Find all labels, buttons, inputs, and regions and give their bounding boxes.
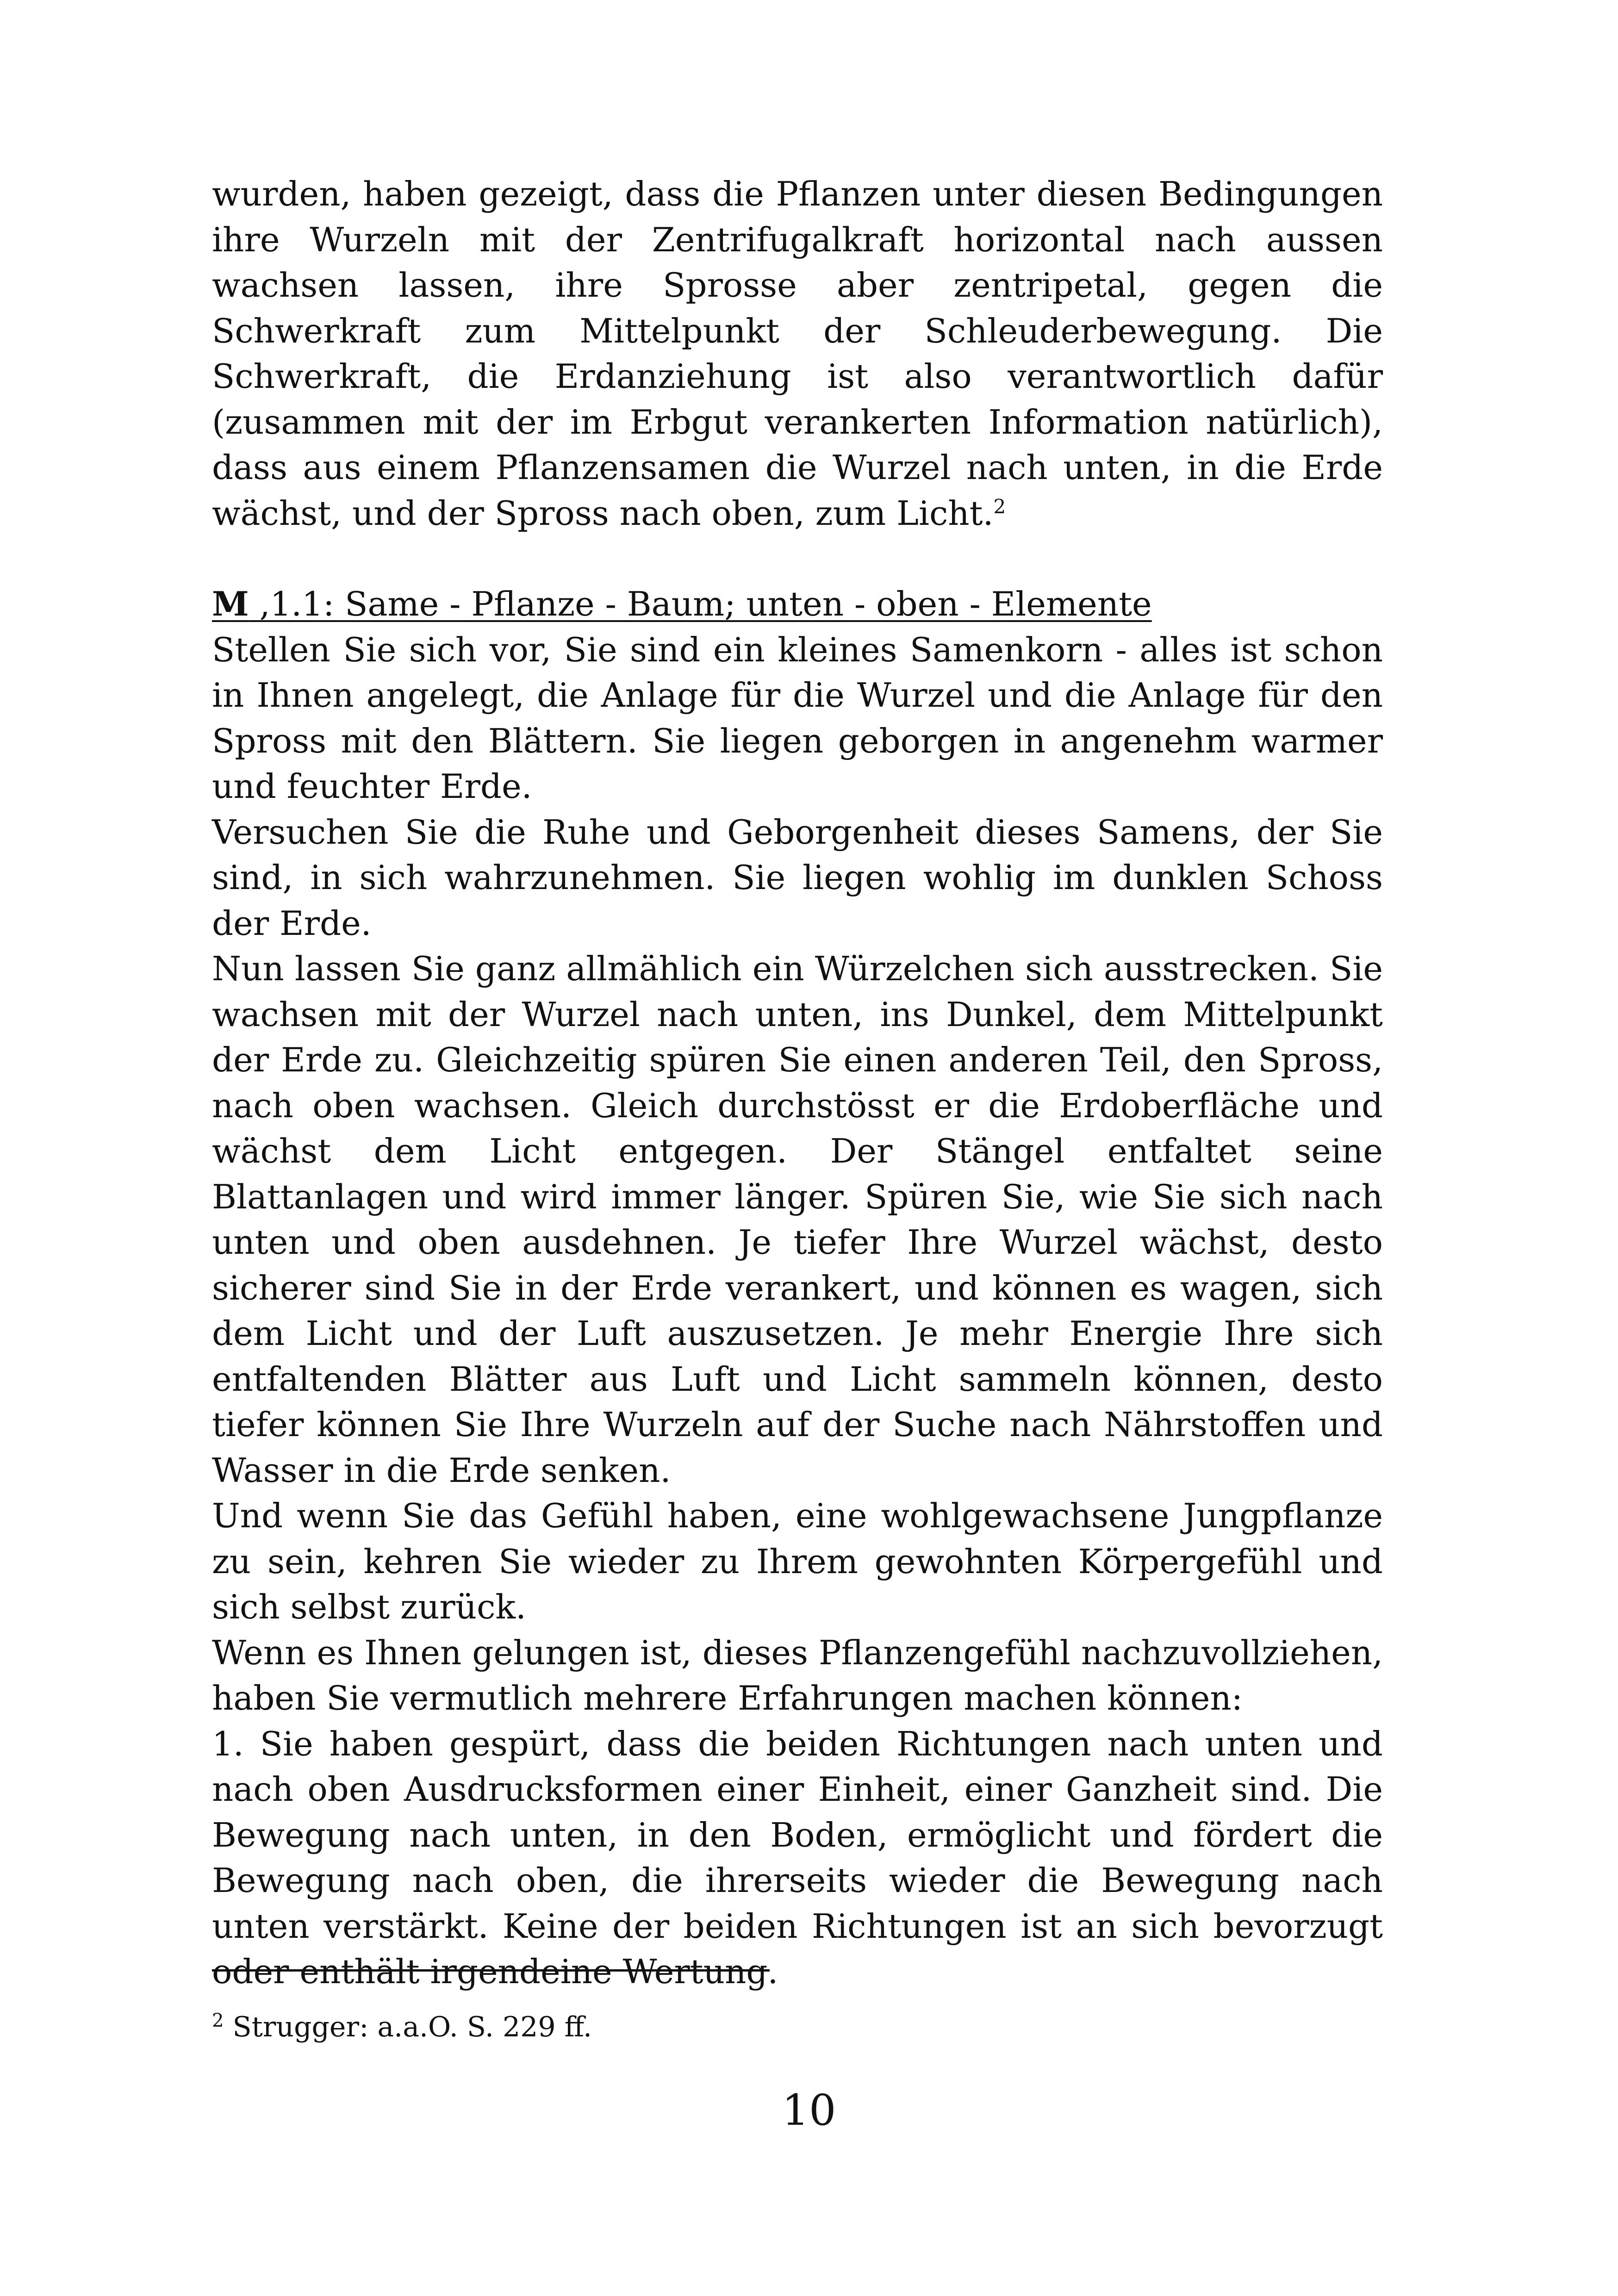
body-text — [212, 171, 1383, 1995]
paragraph-5: Wenn es Ihnen gelungen ist, dieses Pflanzengefühl nachzuvollziehen, haben Sie vermutlich mehrere Erfahrungen machen können: — [212, 1633, 1383, 1717]
page-number: 10 — [782, 2085, 836, 2135]
paragraph-1: Stellen Sie sich vor, Sie sind ein kleines Samenkorn - alles ist schon in Ihnen angelegt, die Anlage für die Wurzel und die Anlage für den Spross mit den Blättern. Sie liegen geborgen in angenehm warmer und feuchter Erde. — [212, 630, 1383, 806]
paragraph-4: Und wenn Sie das Gefühl haben, eine wohlgewachsene Jungpflanze zu sein, kehren Sie wieder zu Ihrem gewohnten Körpergefühl und sich selbst zurück. — [212, 1496, 1383, 1626]
section-heading — [212, 581, 1383, 627]
intro-paragraph-text: wurden, haben gezeigt, dass die Pflanzen unter diesen Bedingungen ihre Wurzeln mit der Zentrifugalkraft horizontal nach aussen wachsen lassen, ihre Sprosse aber zentripetal, gegen die Schwerkraft zum Mittelpunkt der Schleuderbewegung. Die Schwerkraft, die Erdanziehung ist also verantwortlich dafür (zusammen mit der im Erbgut verankerten Information natürlich), dass aus einem Pflanzensamen die Wurzel nach unten, in die Erde wächst, und der Spross nach oben, zum Licht. — [212, 174, 1383, 533]
footnote-reference: 2 — [993, 495, 1006, 518]
footnote-number: 2 — [212, 2010, 224, 2031]
footnote-text: Strugger: a.a.O. S. 229 ff. — [224, 2011, 592, 2043]
paragraph-3: Nun lassen Sie ganz allmählich ein Würzelchen sich ausstrecken. Sie wachsen mit der Wurzel nach unten, ins Dunkel, dem Mittelpunkt der Erde zu. Gleichzeitig spüren Sie einen anderen Teil, den Spross, nach oben wachsen. Gleich durchstösst er die Erdoberfläche und wächst dem Licht entgegen. Der Stängel entfaltet seine Blattanlagen und wird immer länger. Spüren Sie, wie Sie sich nach unten und oben ausdehnen. Je tiefer Ihre Wurzel wächst, desto sicherer sind Sie in der Erde verankert, und können es wagen, sich dem Licht und der Luft auszusetzen. Je mehr Energie Ihre sich entfaltenden Blätter aus Luft und Licht sammeln können, desto tiefer können Sie Ihre Wurzeln auf der Suche nach Nährstoffen und Wasser in die Erde senken. — [212, 949, 1383, 1490]
paragraph-6: 1. Sie haben gespürt, dass die beiden Richtungen nach unten und nach oben Ausdrucksformen einer Einheit, einer Ganzheit sind. Die Bewegung nach unten, in den Boden, ermöglicht und fördert die Bewegung nach oben, die ihrerseits wieder die Bewegung nach unten verstärkt. Keine der beiden Richtungen ist an sich bevorzugt oder enthält irgendeine Wertung. — [212, 1724, 1383, 1991]
section-heading-marker: M — [212, 584, 249, 623]
intro-paragraph — [212, 171, 1383, 536]
footnote — [212, 2009, 1323, 2046]
paragraph-2: Versuchen Sie die Ruhe und Geborgenheit dieses Samens, der Sie sind, in sich wahrzunehmen. Sie liegen wohlig im dunklen Schoss der Erde. — [212, 812, 1383, 943]
section-heading-text: ,1.1: Same - Pflanze - Baum; unten - oben - Elemente — [249, 585, 1152, 623]
footnote-divider — [212, 1969, 770, 1972]
